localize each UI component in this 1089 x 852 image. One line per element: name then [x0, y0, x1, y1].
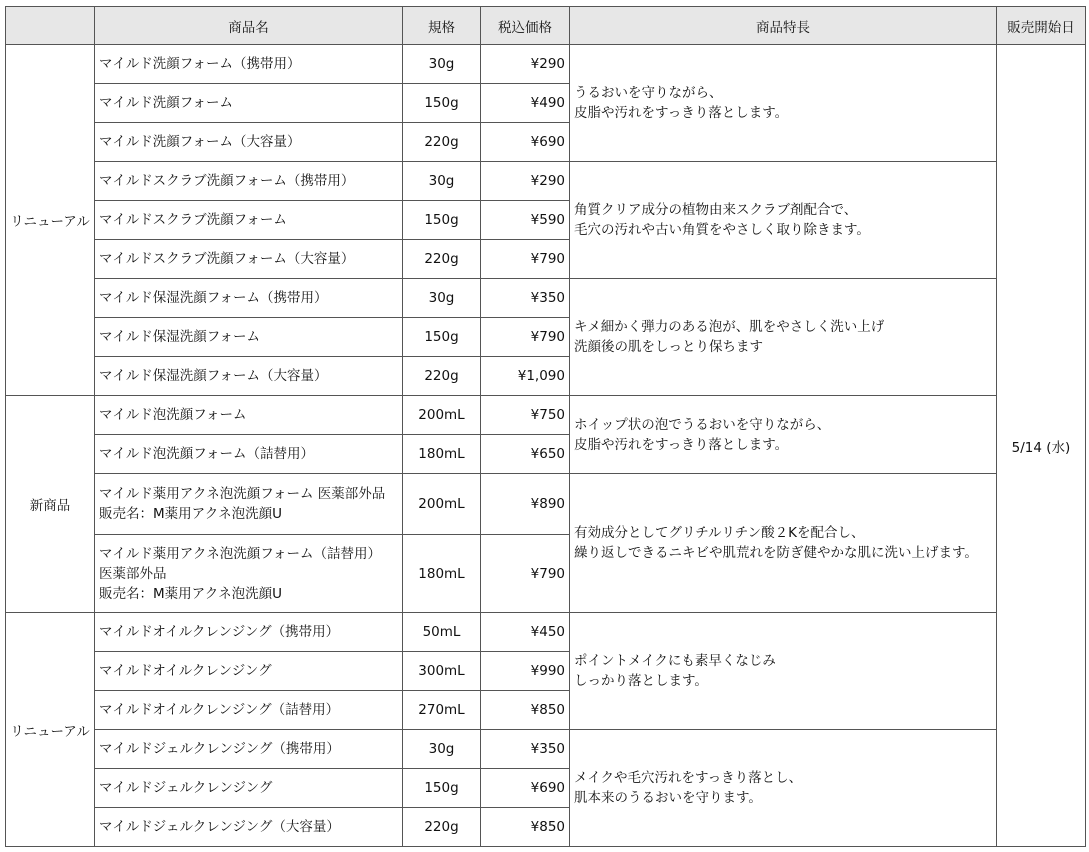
- product-spec: 50mL: [403, 613, 481, 652]
- header-feature: 商品特長: [570, 7, 997, 45]
- product-name: マイルドスクラブ洗顔フォーム: [95, 201, 403, 240]
- category-cell: リニューアル: [6, 613, 95, 847]
- category-cell: リニューアル: [6, 45, 95, 396]
- product-spec: 220g: [403, 240, 481, 279]
- feature-cell: ポイントメイクにも素早くなじみ しっかり落とします。: [570, 613, 997, 730]
- product-spec: 150g: [403, 769, 481, 808]
- product-price: ¥690: [481, 769, 570, 808]
- product-price: ¥490: [481, 84, 570, 123]
- product-price: ¥450: [481, 613, 570, 652]
- product-name: マイルドオイルクレンジング: [95, 652, 403, 691]
- product-spec: 150g: [403, 201, 481, 240]
- table-row: [6, 45, 1086, 84]
- table-row: [6, 474, 1086, 535]
- product-spec: 300mL: [403, 652, 481, 691]
- product-price: ¥790: [481, 318, 570, 357]
- product-name: マイルドジェルクレンジング（大容量）: [95, 808, 403, 847]
- product-name: マイルドオイルクレンジング（携帯用）: [95, 613, 403, 652]
- product-name: マイルドスクラブ洗顔フォーム（携帯用）: [95, 162, 403, 201]
- product-price: ¥990: [481, 652, 570, 691]
- product-name: マイルド薬用アクネ泡洗顔フォーム（詰替用） 医薬部外品 販売名：M薬用アクネ泡洗顔U: [95, 535, 403, 613]
- header-row: [6, 7, 1086, 45]
- product-price: ¥890: [481, 474, 570, 535]
- product-price: ¥590: [481, 201, 570, 240]
- product-spec: 220g: [403, 357, 481, 396]
- product-spec: 270mL: [403, 691, 481, 730]
- product-table: [5, 6, 1086, 847]
- feature-cell: 有効成分としてグリチルリチン酸２Kを配合し、 繰り返しできるニキビや肌荒れを防ぎ健やかな肌に洗い上げます。: [570, 474, 997, 613]
- product-name: マイルド保湿洗顔フォーム（携帯用）: [95, 279, 403, 318]
- feature-cell: キメ細かく弾力のある泡が、肌をやさしく洗い上げ 洗顔後の肌をしっとり保ちます: [570, 279, 997, 396]
- product-price: ¥790: [481, 240, 570, 279]
- product-name: マイルド洗顔フォーム（携帯用）: [95, 45, 403, 84]
- product-spec: 200mL: [403, 474, 481, 535]
- header-release-date: 販売開始日: [997, 7, 1086, 45]
- feature-cell: うるおいを守りながら、 皮脂や汚れをすっきり落とします。: [570, 45, 997, 162]
- header-name: 商品名: [95, 7, 403, 45]
- product-price: ¥350: [481, 279, 570, 318]
- product-price: ¥290: [481, 162, 570, 201]
- product-spec: 180mL: [403, 535, 481, 613]
- header-price: 税込価格: [481, 7, 570, 45]
- product-name: マイルドジェルクレンジング（携帯用）: [95, 730, 403, 769]
- table-row: [6, 279, 1086, 318]
- product-name: マイルド洗顔フォーム: [95, 84, 403, 123]
- product-name: マイルド薬用アクネ泡洗顔フォーム 医薬部外品 販売名：M薬用アクネ泡洗顔U: [95, 474, 403, 535]
- product-price: ¥290: [481, 45, 570, 84]
- release-date-cell: 5/14 (水): [997, 45, 1086, 847]
- product-price: ¥350: [481, 730, 570, 769]
- table-row: [6, 396, 1086, 435]
- product-spec: 220g: [403, 123, 481, 162]
- product-price: ¥1,090: [481, 357, 570, 396]
- product-price: ¥850: [481, 691, 570, 730]
- product-name: マイルド洗顔フォーム（大容量）: [95, 123, 403, 162]
- product-name: マイルド泡洗顔フォーム: [95, 396, 403, 435]
- product-spec: 30g: [403, 45, 481, 84]
- category-cell: 新商品: [6, 396, 95, 613]
- product-name: マイルドスクラブ洗顔フォーム（大容量）: [95, 240, 403, 279]
- product-price: ¥750: [481, 396, 570, 435]
- header-spec: 規格: [403, 7, 481, 45]
- product-name: マイルド泡洗顔フォーム（詰替用）: [95, 435, 403, 474]
- product-spec: 150g: [403, 84, 481, 123]
- table-row: [6, 730, 1086, 769]
- product-spec: 30g: [403, 162, 481, 201]
- product-spec: 150g: [403, 318, 481, 357]
- header-category: [6, 7, 95, 45]
- product-price: ¥790: [481, 535, 570, 613]
- product-spec: 30g: [403, 730, 481, 769]
- feature-cell: 角質クリア成分の植物由来スクラブ剤配合で、 毛穴の汚れや古い角質をやさしく取り除きます。: [570, 162, 997, 279]
- product-name: マイルド保湿洗顔フォーム: [95, 318, 403, 357]
- table-row: [6, 613, 1086, 652]
- product-name: マイルドジェルクレンジング: [95, 769, 403, 808]
- product-spec: 180mL: [403, 435, 481, 474]
- product-name: マイルドオイルクレンジング（詰替用）: [95, 691, 403, 730]
- table-row: [6, 162, 1086, 201]
- product-spec: 220g: [403, 808, 481, 847]
- product-price: ¥650: [481, 435, 570, 474]
- feature-cell: ホイップ状の泡でうるおいを守りながら、 皮脂や汚れをすっきり落とします。: [570, 396, 997, 474]
- product-spec: 30g: [403, 279, 481, 318]
- product-price: ¥850: [481, 808, 570, 847]
- feature-cell: メイクや毛穴汚れをすっきり落とし、 肌本来のうるおいを守ります。: [570, 730, 997, 847]
- product-price: ¥690: [481, 123, 570, 162]
- product-name: マイルド保湿洗顔フォーム（大容量）: [95, 357, 403, 396]
- product-spec: 200mL: [403, 396, 481, 435]
